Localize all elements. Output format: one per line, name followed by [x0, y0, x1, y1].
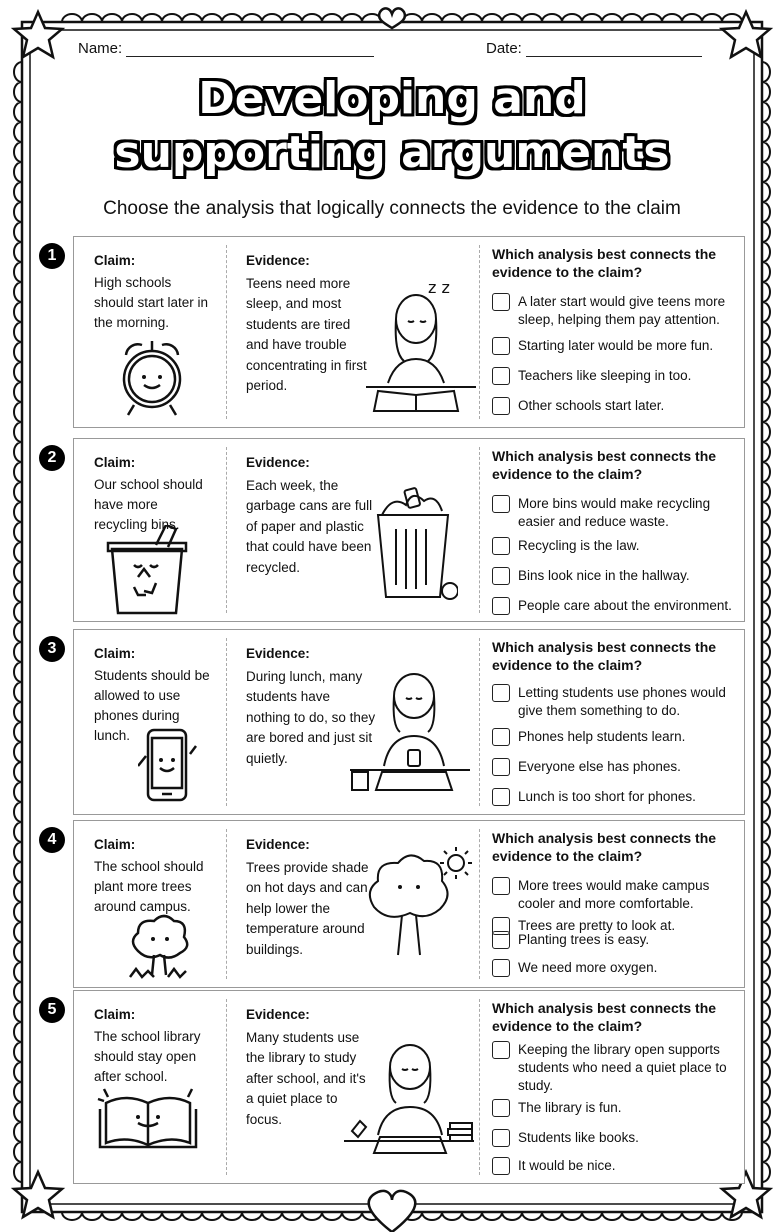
answer-option[interactable] — [492, 337, 732, 355]
checkbox[interactable] — [492, 931, 510, 949]
checkbox[interactable] — [492, 293, 510, 311]
checkbox[interactable] — [492, 495, 510, 513]
claim-text: The school should plant more trees around campus. — [94, 859, 204, 914]
column-divider — [226, 638, 227, 806]
question-number-badge: 1 — [39, 243, 65, 269]
name-field[interactable] — [78, 40, 374, 57]
checkbox[interactable] — [492, 877, 510, 895]
checkbox[interactable] — [492, 684, 510, 702]
checkbox[interactable] — [492, 567, 510, 585]
answer-option-text: Planting trees is easy. — [518, 932, 650, 947]
claim-label: Claim: — [94, 646, 136, 661]
column-divider — [226, 245, 227, 419]
question-card-3 — [47, 629, 745, 815]
claim-text: The school library should stay open after school. — [94, 1029, 201, 1084]
checkbox[interactable] — [492, 337, 510, 355]
question-card-1 — [47, 236, 745, 428]
name-line[interactable] — [126, 56, 374, 57]
question-number-badge: 2 — [39, 445, 65, 471]
evidence-block — [246, 251, 376, 397]
answer-option[interactable] — [492, 537, 732, 555]
checkbox[interactable] — [492, 1099, 510, 1117]
claim-label: Claim: — [94, 455, 136, 470]
evidence-block — [246, 453, 376, 578]
checkbox[interactable] — [492, 1129, 510, 1147]
answer-option-text: Keeping the library open supports students who need a quiet place to study. — [518, 1042, 727, 1093]
evidence-label: Evidence: — [246, 455, 310, 470]
claim-label: Claim: — [94, 837, 136, 852]
claim-block — [94, 1005, 214, 1087]
analysis-question: Which analysis best connects the evidence to the claim? — [492, 448, 717, 482]
answer-option[interactable] — [492, 1041, 732, 1095]
evidence-label: Evidence: — [246, 837, 310, 852]
answer-option-text: Trees are pretty to look at. — [518, 918, 676, 933]
name-label: Name: — [78, 40, 123, 57]
answer-option-text: We need more oxygen. — [518, 960, 658, 975]
evidence-label: Evidence: — [246, 253, 310, 268]
question-number-badge: 5 — [39, 997, 65, 1023]
evidence-block — [246, 835, 376, 960]
answer-option[interactable] — [492, 567, 732, 585]
answer-option-text: Students like books. — [518, 1130, 639, 1145]
answer-option-text: Teachers like sleeping in too. — [518, 368, 692, 383]
checkbox[interactable] — [492, 397, 510, 415]
analysis-question: Which analysis best connects the evidence to the claim? — [492, 1000, 717, 1034]
answer-option[interactable] — [492, 758, 732, 776]
analysis-question: Which analysis best connects the evidence to the claim? — [492, 830, 717, 864]
answer-option[interactable] — [492, 877, 732, 913]
question-number-badge: 3 — [39, 636, 65, 662]
answer-option-text: Lunch is too short for phones. — [518, 789, 696, 804]
answer-option[interactable] — [492, 367, 732, 385]
column-divider — [479, 245, 480, 419]
answer-option-text: Phones help students learn. — [518, 729, 686, 744]
checkbox[interactable] — [492, 758, 510, 776]
evidence-text: Teens need more sleep, and most students are tired and have trouble concentrating in first period. — [246, 275, 367, 393]
answer-option-text: Starting later would be more fun. — [518, 338, 714, 353]
title-line-1: Developing and — [198, 73, 586, 124]
answer-option[interactable] — [492, 397, 732, 415]
date-line[interactable] — [526, 56, 702, 57]
question-card-2 — [47, 438, 745, 622]
claim-text: Students should be allowed to use phones during lunch. — [94, 668, 210, 743]
answer-option[interactable] — [492, 728, 732, 746]
page-subtitle: Choose the analysis that logically connects the evidence to the claim — [103, 198, 681, 219]
question-number-badge: 4 — [39, 827, 65, 853]
question-card-4 — [47, 820, 745, 988]
answer-option-text: Everyone else has phones. — [518, 759, 681, 774]
answer-option[interactable] — [492, 1099, 732, 1117]
claim-text: High schools should start later in the morning. — [94, 275, 209, 330]
claim-block — [94, 251, 214, 333]
answer-option-text: A later start would give teens more sleep, helping them pay attention. — [518, 294, 726, 327]
checkbox[interactable] — [492, 1041, 510, 1059]
answer-option[interactable] — [492, 959, 732, 977]
answer-option[interactable] — [492, 597, 732, 615]
answer-option-text: It would be nice. — [518, 1158, 616, 1173]
column-divider — [226, 447, 227, 613]
checkbox[interactable] — [492, 367, 510, 385]
claim-text: Our school should have more recycling bins. — [94, 477, 203, 532]
column-divider — [479, 447, 480, 613]
evidence-text: During lunch, many students have nothing to do, so they are bored and just sit quietly. — [246, 668, 376, 766]
claim-label: Claim: — [94, 253, 136, 268]
evidence-text: Each week, the garbage cans are full of paper and plastic that could have been recycled. — [246, 477, 373, 575]
column-divider — [479, 638, 480, 806]
date-label: Date: — [486, 40, 522, 57]
answer-option-text: More trees would make campus cooler and more comfortable. — [518, 878, 710, 911]
answer-option[interactable] — [492, 1157, 732, 1175]
analysis-question: Which analysis best connects the evidence to the claim? — [492, 246, 717, 280]
answer-option-text: The library is fun. — [518, 1100, 622, 1115]
claim-block — [94, 453, 214, 535]
answer-option[interactable] — [492, 1129, 732, 1147]
analysis-question: Which analysis best connects the evidence to the claim? — [492, 639, 717, 673]
answer-option-text: People care about the environment. — [518, 598, 732, 613]
column-divider — [479, 829, 480, 979]
checkbox[interactable] — [492, 959, 510, 977]
checkbox[interactable] — [492, 537, 510, 555]
column-divider — [226, 829, 227, 979]
evidence-text: Trees provide shade on hot days and can help lower the temperature around buildings. — [246, 859, 369, 957]
answer-option-text: Recycling is the law. — [518, 538, 640, 553]
svg-text:z z: z z — [428, 278, 450, 297]
evidence-label: Evidence: — [246, 1007, 310, 1022]
checkbox[interactable] — [492, 788, 510, 806]
checkbox[interactable] — [492, 1157, 510, 1175]
claim-block — [94, 835, 214, 917]
checkbox[interactable] — [492, 597, 510, 615]
answer-option[interactable] — [492, 495, 732, 531]
answer-option[interactable] — [492, 788, 732, 806]
answer-option-text: Bins look nice in the hallway. — [518, 568, 690, 583]
answer-option-text: Letting students use phones would give them something to do. — [518, 685, 726, 718]
question-card-5 — [47, 990, 745, 1184]
answer-option[interactable] — [492, 931, 732, 949]
evidence-label: Evidence: — [246, 646, 310, 661]
answer-option[interactable] — [492, 293, 732, 329]
answer-option[interactable] — [492, 684, 732, 720]
checkbox[interactable] — [492, 728, 510, 746]
evidence-text: Many students use the library to study after school, and it's a quiet place to focus. — [246, 1029, 366, 1127]
answer-option-text: Other schools start later. — [518, 398, 665, 413]
column-divider — [479, 999, 480, 1175]
column-divider — [226, 999, 227, 1175]
date-field[interactable] — [486, 40, 702, 57]
claim-label: Claim: — [94, 1007, 136, 1022]
title-line-2: supporting arguments — [114, 127, 670, 178]
answer-option-text: More bins would make recycling easier and reduce waste. — [518, 496, 711, 529]
